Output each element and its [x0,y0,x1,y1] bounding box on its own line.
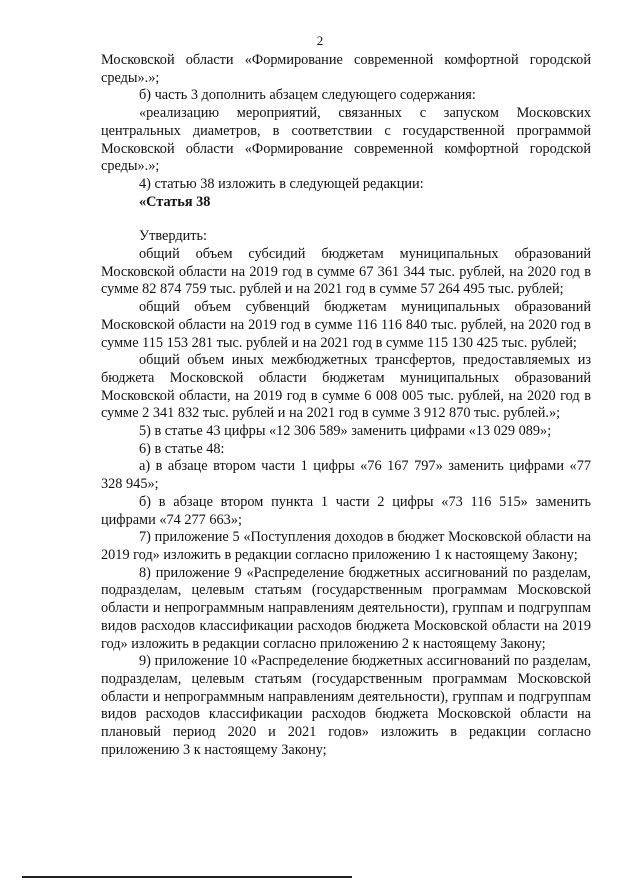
paragraph-approve: Утвердить: [139,228,208,245]
paragraph-item-7: 7) приложение 5 «Поступления доходов в бюджет Московской области на 2019 год» изложить в редакции согласно приложению 1 к настоящему Закону; [101,529,591,563]
article-38-heading: «Статья 38 [139,193,211,210]
paragraph-item-6b: б) в абзаце втором пункта 1 части 2 цифры «73 116 515» заменить цифрами «74 277 663»; [101,493,591,528]
paragraph-subsidies: общий объем субсидий бюджетам муниципальных образований Московской области на 2019 год в сумме 67 361 344 тыс. рублей, на 2020 год в сумме 82 874 759 тыс. рублей и на 2021 год в сумме 57 264 495 тыс. рублей; [101,246,591,298]
page-number: 2 [316,33,324,48]
paragraph-item-6a: а) в абзаце втором части 1 цифры «76 167 797» заменить цифрами «77 328 945»; [101,458,591,493]
paragraph-item-6: 6) в статье 48: [139,440,225,457]
paragraph-item-9: 9) приложение 10 «Распределение бюджетных ассигнований по разделам, подразделам, целевым статьям (государственным программам Московской области и непрограммным направлениям деятельности), группам и подгруппам видов расходов классификации расходов бюджета Московской области на плановый период 2020 и 2021 годов» изложить в редакции согласно приложению 3 к настоящему Закону; [101,653,591,758]
paragraph-item-b: б) часть 3 дополнить абзацем следующего содержания: [139,87,476,104]
paragraph-item-4: 4) статью 38 изложить в следующей редакции: [139,175,424,192]
paragraph-item-5: 5) в статье 43 цифры «12 306 589» заменить цифрами «13 029 089»; [139,423,552,440]
bottom-rule [22,876,352,878]
paragraph-subventions: общий объем субвенций бюджетам муниципальных образований Московской области на 2019 год в сумме 116 116 840 тыс. рублей, на 2020 год в сумме 115 153 281 тыс. рублей и на 2021 год в сумме 115 130 425 тыс. рублей; [101,299,591,351]
paragraph-item-8: 8) приложение 9 «Распределение бюджетных ассигнований по разделам, подразделам, целевым статьям (государственным программам Московской области и непрограммным направлениям деятельности), группам и подгруппам видов расходов классификации расходов бюджета Московской области на 2019 год» изложить в редакции согласно приложению 2 к настоящему Закону; [101,564,591,652]
document-body [101,52,591,759]
blank-line [101,211,591,228]
paragraph-continuation: Московской области «Формирование современной комфортной городской среды».»; [101,52,591,86]
paragraph-transfers: общий объем иных межбюджетных трансфертов, предоставляемых из бюджета Московской области бюджетам муниципальных образований Московской области, на 2019 год в сумме 6 008 005 тыс. рублей, на 2020 год в сумме 2 341 832 тыс. рублей и на 2021 год в сумме 3 912 870 тыс. рублей.»; [101,352,591,422]
paragraph-quote-mcd: «реализацию мероприятий, связанных с запуском Московских центральных диаметров, в соответствии с государственной программой Московской области «Формирование современной комфортной городской среды».»; [101,105,591,175]
